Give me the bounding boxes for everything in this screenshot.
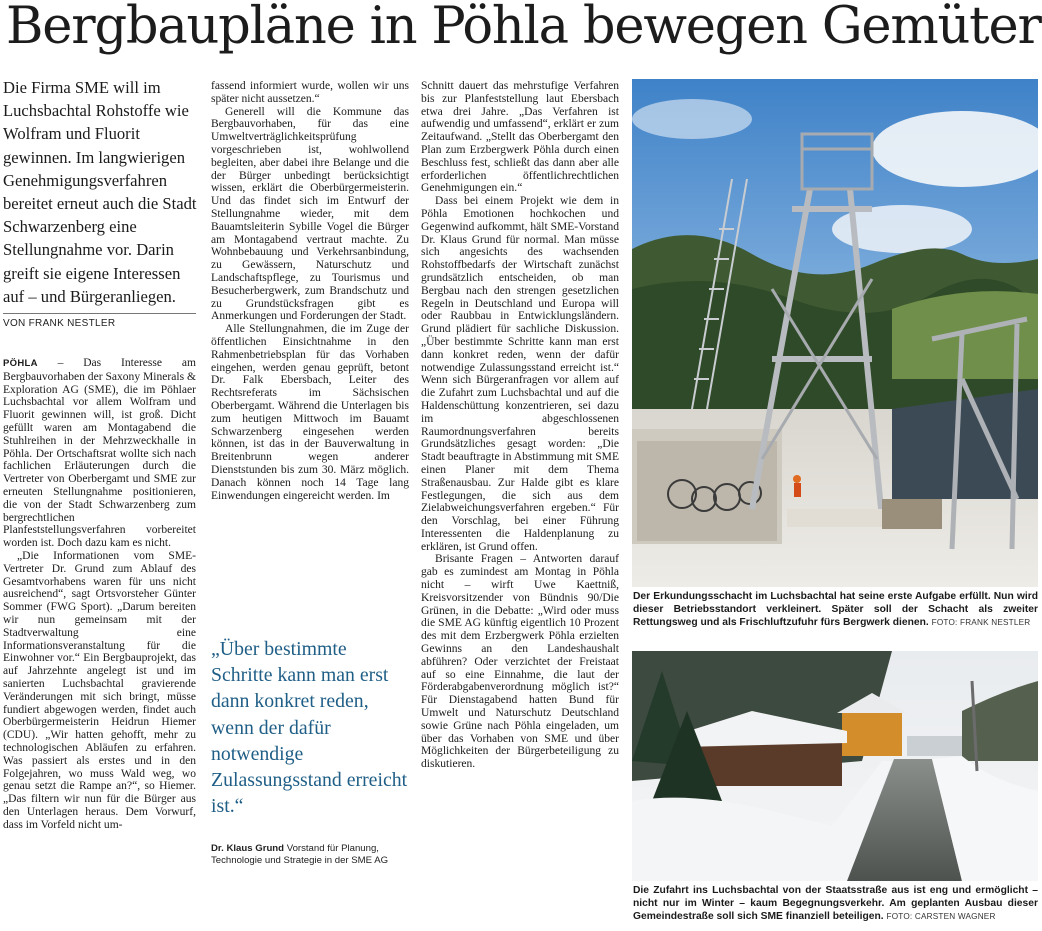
article-paragraph: Alle Stellungnahmen, die im Zuge der öffentlichen Einsichtnahme in den Rahmenbetriebsplan für das Vorhaben eingehen, werden genau geprüft, betont Dr. Falk Ebersbach, Leiter des Rechtsreferats im Sächsischen Oberbergamt. Während die Unterlagen bis zum heutigen Mittwoch im Bauamt Schwarzenberg eingesehen werden können, ist das in der Bauverwaltung in Breitenbrunn wegen anderer Dienststunden bis zum 30. März möglich. Danach können noch 14 Tage lang Einwendungen eingereicht werden. Im [211,323,409,502]
article-paragraph: Schnitt dauert das mehrstufige Verfahren bis zur Planfeststellung laut Ebersbach etwa drei Jahre. „Das Verfahren ist aufwendig und umfassend“, erklärt er zum Zeitaufwand. „Stellt das Oberbergamt den Plan zum Erzbergwerk Pöhla durch einen Beschluss fest, schließt das dann aber alle erforderlichen öffentlichrechtlichen Genehmigungen ein.“ [421,80,619,195]
access-road-illustration [632,651,1038,881]
mine-headframe-illustration [632,79,1038,587]
photo-2-credit: FOTO: CARSTEN WAGNER [886,912,996,922]
article-paragraph: Dass bei einem Projekt wie dem in Pöhla Emotionen hochkochen und Gegenwind aufkommt, hält SME-Vorstand Dr. Klaus Grund für normal. Man müsse sich angesichts des wachsenden Rohstoffbedarfs der Wirtschaft zunächst grundsätzlich entscheiden, ob man Bergbau nach den strengen gesetzlichen Regeln in Deutschland und Europa will oder Raubbau in Entwicklungsländern. Grund plädiert für sachliche Diskussion. „Über bestimmte Schritte kann man erst dann konkret reden, wenn der dafür notwendige Zulassungsstand erreicht ist.“ Wenn sich Bürgeranfragen vor allem auf die Zufahrt zum Luchsbachtal und auf die Haldenschüttung konzentrieren, sei dazu im abgeschlossenen Raumordnungsverfahren bereits Grundsätzliches gesagt worden: „Die Stadt beauftragte in Abstimmung mit SME einen Planer mit dem Thema Straßenausbau. Zur Halde gibt es klare Festlegungen, die sich aus dem Zielabweichungsverfahren ergeben.“ Für den Vorschlag, bei einer Führung Interessenten die Haldenplanung zu erklären, ist Grund offen. [421,195,619,553]
pull-quote: „Über bestimmte Schritte kann man erst dann konkret reden, wenn der dafür notwendige Zulassungsstand erreicht ist.“ [211,638,408,818]
pull-quote-attribution: Dr. Klaus Grund Vorstand für Planung, Technologie und Strategie in der SME AG [211,843,389,866]
byline: VON FRANK NESTLER [3,318,116,329]
byline-divider [3,313,196,314]
article-paragraph: Generell will die Kommune das Bergbauvorhaben, für das eine Umweltverträglichkeitsprüfung vorgeschrieben ist, wohlwollend begleiten, aber dabei ihre Belange und die der Bürger unbedingt berücksichtigt wissen, erklärt die Oberbürgermeisterin. Und das findet sich im Entwurf der Stellungnahme wieder, mit dem Bauamtsleiterin Sybille Vogel die Bürger am Montagabend vertraut machte. Zu Wohnbebauung und Verkehrsanbindung, zu Gewässern, Naturschutz und Landschaftspflege, zu Tourismus und Besucherbergwerk, zum Brandschutz und zu Grundstücksfragen gibt es Anmerkungen und Forderungen der Stadt. [211,105,409,323]
headline: Bergbaupläne in Pöhla bewegen Gemüter [6,0,1041,56]
dateline: PÖHLA [3,358,38,369]
photo-1-credit: FOTO: FRANK NESTLER [931,618,1031,628]
article-paragraph: „Die Informationen vom SME-Vertreter Dr. Grund zum Ablauf des Gesamtvorhabens waren für uns nicht ausreichend“, sagt Ortsvorsteher Günter Sommer (FWG Sport). „Darum bereiten wir nun gemeinsam mit der Stadtverwaltung eine Informationsveranstaltung für die Einwohner vor.“ Ein Bergbauprojekt, das auf Jahrzehnte angelegt ist und im sanierten Luchsbachtal gravierende Veränderungen mit sich bringt, müsse fundiert abgewogen werden, findet auch Oberbürgermeisterin Heidrun Hiemer (CDU). „Wir hatten gehofft, mehr zu technologischen Abläufen zu erfahren. Was passiert als erstes und in den Folgejahren, wo muss Wald weg, wo genau setzt die Rampe an?“, so Hiemer. „Das filtern wir nun für die Bürger aus den Unterlagen heraus. Dem Vorwurf, dass im Vorfeld nicht um- [3,549,196,831]
photo-mine-headframe [632,79,1038,587]
article-paragraph: Brisante Fragen – Antworten darauf gab es zumindest am Montag in Pöhla nicht – wirft Uwe Kaettniß, Kreisvorsitzender von Bündnis 90/Die Grünen, in die Debatte: „Wird oder muss die SME AG künftig eigentlich 10 Prozent des mit dem Erzbergwerk Pöhla erzielten Gewinns an den Landeshaushalt abführen? Oder verzichtet der Freistaat auf so eine Einnahme, die laut der Förderabgabenverordnung möglich ist?“ Für Dienstagabend hatten Bund für Umwelt und Naturschutz Deutschland sowie Grüne nach Pöhla eingeladen, um über das Vorhaben von SME und über Möglichkeiten der Bürgerbeteiligung zu diskutieren. [421,553,619,771]
photo-1-caption: Der Erkundungsschacht im Luchsbachtal hat seine erste Aufgabe erfüllt. Nun wird dieser Betriebsstandort verkleinert. Später soll der Schacht als zweiter Rettungsweg und als Frischluftzufuhr fürs Bergwerk dienen. FOTO: FRANK NESTLER [633,591,1038,629]
article-paragraph: PÖHLA – Das Interesse am Bergbauvorhaben der Saxony Minerals & Exploration AG (SME), die im Pöhlaer Luchsbachtal vor allem Wolfram und Fluorit gewinnen will, ist groß. Dicht gefüllt waren am Montagabend die Stuhlreihen in der Mehrzweckhalle in Pöhla. Der Ortschaftsrat wollte sich nach fachlichen Erläuterungen durch die Vertreter von Oberbergamt und SME zur erneuten Stellungnahme positionieren, die von der Stadt Schwarzenberg zum bergrechtlichen Planfeststellungsverfahren vorbereitet worden ist. Doch dazu kam es nicht. [3,357,196,550]
article-column-2 [211,80,409,502]
article-column-3 [421,80,619,771]
photo-2-caption: Die Zufahrt ins Luchsbachtal von der Staatsstraße aus ist eng und ermöglicht – nicht nur im Winter – kaum Begegnungsverkehr. Am geplanten Ausbau dieser Gemeindestraße soll sich SME finanziell beteiligen. FOTO: CARSTEN WAGNER [633,885,1038,923]
lead-paragraph: Die Firma SME will im Luchsbachtal Rohstoffe wie Wolfram und Fluorit gewinnen. Im langwierigen Genehmigungsverfahren bereitet erneut auch die Stadt Schwarzenberg eine Stellungnahme vor. Darin greift sie eigene Interessen auf – und Bürgeranliegen. [3,78,197,306]
photo-access-road [632,651,1038,881]
article-paragraph: fassend informiert wurde, wollen wir uns später nicht aussetzen.“ [211,80,409,105]
article-column-1 [3,357,196,831]
